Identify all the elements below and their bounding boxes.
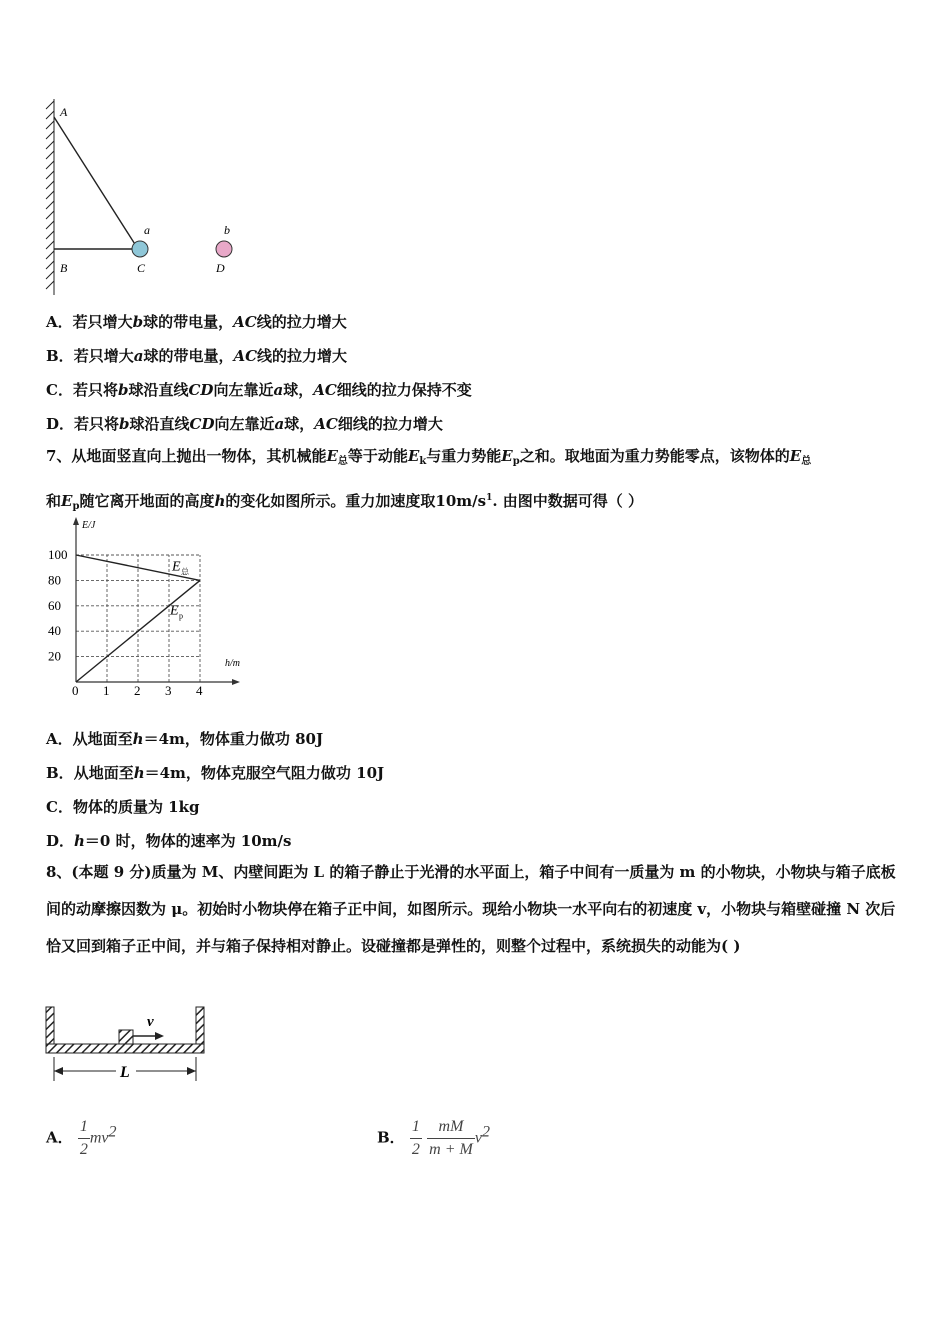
x-tick-0: 0 — [72, 683, 79, 695]
small-block — [119, 1030, 133, 1044]
fraction-half: $\frac{1}{2}$ — [79, 1118, 88, 1158]
label-C: C — [137, 261, 146, 275]
y-tick-60: 60 — [48, 597, 61, 613]
figure-pendulum — [40, 95, 260, 300]
y-tick-40: 40 — [48, 623, 61, 639]
series-label-1: E — [170, 603, 179, 619]
q8-option-b: B． $\frac{1}{2}$ $\frac{mM}{m + M}$ v2 — [377, 1118, 490, 1158]
label-D: D — [216, 261, 225, 275]
energy-height-chart — [44, 515, 254, 695]
q8-option-a: A． $\frac{1}{2}$ mv2 — [46, 1118, 117, 1158]
label-A: A — [60, 105, 68, 119]
q6-option-c: C．若只将b球沿直线CD向左靠近a球，AC细线的拉力保持不变 — [46, 381, 472, 399]
y-tick-100: 100 — [48, 547, 68, 562]
q7-option-b: B．从地面至h＝4m，物体克服空气阻力做功 10J — [46, 764, 385, 782]
label-b: b — [224, 223, 230, 237]
thread-ac — [54, 117, 138, 249]
x-axis-arrow — [232, 679, 240, 685]
y-axis-arrow — [73, 517, 79, 525]
q7-stem: 7、从地面竖直向上抛出一物体，其机械能$E_总$等于动能$E_k$与重力势能$E_p$之和。取地面为重力势能零点，该物体的$E_总$ 和$E_p$随它离开地面的高度h的变化如图所示。重力加速度取$10m/s^1$. 由图中数据可得（ ） — [46, 447, 812, 512]
length-arrow-right — [187, 1067, 196, 1075]
y-axis-label: E/J — [82, 520, 96, 531]
label-B: B — [60, 261, 68, 275]
series-label-sub-0: 总 — [181, 567, 189, 577]
q6-option-b: B．若只增大a球的带电量，AC线的拉力增大 — [46, 347, 348, 365]
x-tick-3: 3 — [165, 683, 172, 695]
q8-stem: 8、(本题 9 分)质量为 M、内壁间距为 L 的箱子静止于光滑的水平面上，箱子中间有一质量为 m 的小物块，小物块与箱子底板间的动摩擦因数为 μ。初始时小物块停在箱子正中间，如图所示。现给小物块一水平向右的初速度 v，小物块与箱壁碰撞 N 次后恰又回到箱子正中间，并与箱子保持相对静止。设碰撞都是弹性的，则整个过程中，系统损失的动能为( ) — [46, 863, 896, 955]
x-tick-2: 2 — [134, 683, 141, 695]
box-floor — [46, 1044, 204, 1053]
y-tick-80: 80 — [48, 572, 61, 588]
q7-option-d: D．h＝0 时，物体的速率为 10m/s — [46, 832, 292, 850]
q6-option-d: D．若只将b球沿直线CD向左靠近a球，AC细线的拉力增大 — [46, 415, 443, 433]
series-label-0: E — [172, 559, 181, 575]
ball-b — [216, 241, 232, 257]
q7-option-c: C．物体的质量为 1kg — [46, 798, 200, 816]
y-tick-20: 20 — [48, 648, 61, 664]
x-axis-label: h/m — [225, 658, 240, 669]
length-label: L — [120, 1064, 130, 1081]
figure-box — [44, 1005, 214, 1087]
fraction-mass: $\frac{mM}{m + M}$ — [429, 1118, 473, 1158]
label-a: a — [144, 223, 150, 237]
length-arrow-left — [54, 1067, 63, 1075]
x-tick-4: 4 — [196, 683, 203, 695]
x-tick-1: 1 — [103, 683, 110, 695]
velocity-label: v — [147, 1014, 154, 1030]
fraction-half: $\frac{1}{2}$ — [411, 1118, 420, 1158]
series-label-sub-1: p — [179, 611, 183, 621]
q6-option-a: A．若只增大b球的带电量，AC线的拉力增大 — [46, 313, 347, 331]
q7-option-a: A．从地面至h＝4m，物体重力做功 80J — [46, 730, 324, 748]
velocity-arrow-head — [155, 1032, 164, 1040]
wall-hatching — [46, 99, 54, 295]
ball-a — [132, 241, 148, 257]
